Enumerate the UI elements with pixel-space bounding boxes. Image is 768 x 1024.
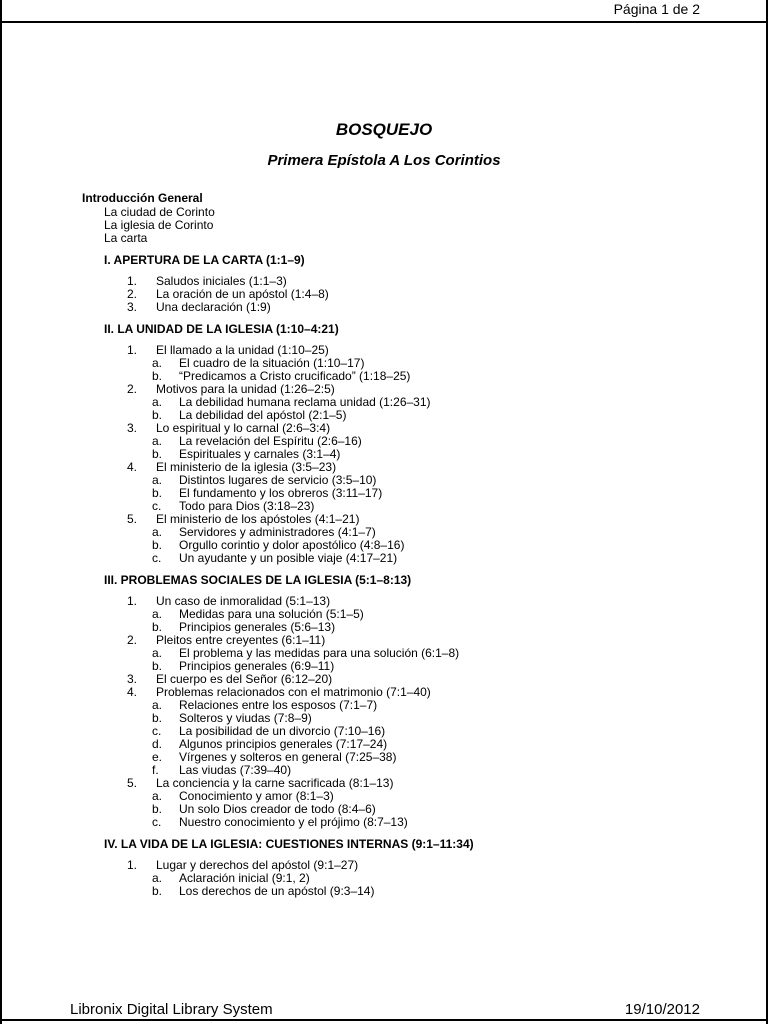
subitem-text: Un solo Dios creador de todo (8:4–6)	[179, 802, 376, 816]
item-text: Lugar y derechos del apóstol (9:1–27)	[156, 858, 359, 872]
subitem-text: El cuadro de la situación (1:10–17)	[179, 356, 365, 370]
footer-app-name: Libronix Digital Library System	[70, 1001, 273, 1018]
item-text: La oración de un apóstol (1:4–8)	[156, 287, 329, 301]
outline-subitem	[82, 474, 722, 487]
outline-item	[82, 422, 722, 435]
subitem-text: Espirituales y carnales (3:1–4)	[179, 447, 341, 461]
section-heading: IV. LA VIDA DE LA IGLESIA: CUESTIONES INTERNAS (9:1–11:34)	[104, 837, 474, 851]
outline-item	[82, 777, 722, 790]
subitem-letter: b.	[152, 486, 163, 500]
outline-subitem	[82, 872, 722, 885]
item-number: 5.	[127, 512, 138, 526]
intro-item: La ciudad de Corinto	[104, 205, 215, 219]
subitem-text: La debilidad humana reclama unidad (1:26–31)	[179, 395, 431, 409]
subitem-text: Algunos principios generales (7:17–24)	[179, 737, 388, 751]
footer-rule	[0, 1019, 768, 1021]
subitem-letter: b.	[152, 538, 163, 552]
outline-section	[82, 837, 722, 898]
outline-subitem	[82, 790, 722, 803]
intro-item: La carta	[104, 231, 148, 245]
outline-subitem	[82, 608, 722, 621]
subitem-text: Principios generales (5:6–13)	[179, 620, 336, 634]
item-text: La conciencia y la carne sacrificada (8:1–13)	[156, 776, 394, 790]
outline-subitem	[82, 712, 722, 725]
subitem-letter: a.	[152, 525, 163, 539]
outline-subitem	[82, 647, 722, 660]
outline-item	[82, 859, 722, 872]
outline-content	[82, 191, 722, 898]
subitem-letter: b.	[152, 659, 163, 673]
item-number: 3.	[127, 672, 138, 686]
subitem-text: Servidores y administradores (4:1–7)	[179, 525, 376, 539]
outline-item	[82, 301, 722, 314]
item-number: 2.	[127, 382, 138, 396]
outline-subitem	[82, 435, 722, 448]
subitem-letter: c.	[152, 724, 162, 738]
subitem-letter: b.	[152, 802, 163, 816]
item-text: Un caso de inmoralidad (5:1–13)	[156, 594, 331, 608]
outline-item	[82, 513, 722, 526]
outline-item	[82, 344, 722, 357]
introduction-block	[82, 191, 722, 245]
subitem-text: Conocimiento y amor (8:1–3)	[179, 789, 334, 803]
subitem-letter: c.	[152, 499, 162, 513]
subitem-letter: e.	[152, 750, 163, 764]
subitem-text: Solteros y viudas (7:8–9)	[179, 711, 312, 725]
outline-subitem	[82, 725, 722, 738]
item-number: 1.	[127, 274, 138, 288]
subitem-letter: a.	[152, 434, 163, 448]
item-text: Lo espiritual y lo carnal (2:6–3:4)	[156, 421, 331, 435]
subitem-letter: b.	[152, 884, 163, 898]
subitem-letter: a.	[152, 789, 163, 803]
subitem-text: Todo para Dios (3:18–23)	[179, 499, 315, 513]
outline-item	[82, 461, 722, 474]
subitem-letter: a.	[152, 698, 163, 712]
item-number: 2.	[127, 633, 138, 647]
outline-subitem	[82, 885, 722, 898]
outline-sections	[82, 253, 722, 898]
item-number: 1.	[127, 594, 138, 608]
item-text: El ministerio de la iglesia (3:5–23)	[156, 460, 337, 474]
outline-item	[82, 595, 722, 608]
intro-item: La iglesia de Corinto	[104, 218, 214, 232]
subitem-text: Medidas para una solución (5:1–5)	[179, 607, 364, 621]
item-text: Problemas relacionados con el matrimonio (7:1–40)	[156, 685, 431, 699]
outline-subitem	[82, 539, 722, 552]
subitem-letter: a.	[152, 871, 163, 885]
subitem-letter: b.	[152, 447, 163, 461]
outline-section	[82, 253, 722, 314]
subitem-letter: a.	[152, 395, 163, 409]
outline-section	[82, 322, 722, 565]
subitem-text: Relaciones entre los esposos (7:1–7)	[179, 698, 378, 712]
item-text: Una declaración (1:9)	[156, 300, 271, 314]
subitem-letter: b.	[152, 620, 163, 634]
subitem-letter: a.	[152, 646, 163, 660]
subitem-text: Principios generales (6:9–11)	[179, 659, 335, 673]
subitem-letter: f.	[152, 763, 159, 777]
outline-subitem	[82, 816, 722, 829]
outline-subitem	[82, 751, 722, 764]
item-number: 3.	[127, 421, 138, 435]
page-number: Página 1 de 2	[613, 1, 700, 17]
document-subtitle: Primera Epístola A Los Corintios	[267, 152, 501, 169]
subitem-letter: a.	[152, 607, 163, 621]
subitem-text: El problema y las medidas para una solución (6:1–8)	[179, 646, 460, 660]
subitem-text: La posibilidad de un divorcio (7:10–16)	[179, 724, 386, 738]
subitem-text: El fundamento y los obreros (3:11–17)	[179, 486, 383, 500]
subitem-text: Orgullo corintio y dolor apostólico (4:8–16)	[179, 538, 405, 552]
item-text: Saludos iniciales (1:1–3)	[156, 274, 287, 288]
item-number: 4.	[127, 685, 138, 699]
document-title: BOSQUEJO	[335, 120, 433, 139]
subitem-letter: b.	[152, 369, 163, 383]
item-text: El ministerio de los apóstoles (4:1–21)	[156, 512, 360, 526]
outline-item	[82, 686, 722, 699]
item-number: 2.	[127, 287, 138, 301]
section-heading: I. APERTURA DE LA CARTA (1:1–9)	[104, 253, 305, 267]
item-text: El cuerpo es del Señor (6:12–20)	[156, 672, 333, 686]
subitem-text: Las viudas (7:39–40)	[179, 763, 292, 777]
outline-section	[82, 573, 722, 829]
subitem-letter: d.	[152, 737, 163, 751]
subitem-letter: c.	[152, 551, 162, 565]
subitem-letter: c.	[152, 815, 162, 829]
outline-subitem	[82, 552, 722, 565]
subitem-text: Los derechos de un apóstol (9:3–14)	[179, 884, 375, 898]
outline-subitem	[82, 396, 722, 409]
introduction-heading: Introducción General	[82, 191, 203, 205]
subitem-text: “Predicamos a Cristo crucificado” (1:18–25)	[179, 369, 411, 383]
item-text: Pleitos entre creyentes (6:1–11)	[156, 633, 326, 647]
item-number: 4.	[127, 460, 138, 474]
section-heading: III. PROBLEMAS SOCIALES DE LA IGLESIA (5:1–8:13)	[104, 573, 412, 587]
footer-date: 19/10/2012	[624, 1001, 700, 1018]
subitem-text: La debilidad del apóstol (2:1–5)	[179, 408, 347, 422]
subitem-letter: b.	[152, 711, 163, 725]
item-text: Motivos para la unidad (1:26–2:5)	[156, 382, 335, 396]
subitem-letter: a.	[152, 473, 163, 487]
header-rule	[0, 21, 768, 23]
subitem-letter: a.	[152, 356, 163, 370]
subitem-text: Distintos lugares de servicio (3:5–10)	[179, 473, 377, 487]
item-number: 1.	[127, 343, 138, 357]
item-number: 1.	[127, 858, 138, 872]
item-number: 5.	[127, 776, 138, 790]
subitem-text: Vírgenes y solteros en general (7:25–38)	[179, 750, 397, 764]
item-text: El llamado a la unidad (1:10–25)	[156, 343, 329, 357]
item-number: 3.	[127, 300, 138, 314]
section-heading: II. LA UNIDAD DE LA IGLESIA (1:10–4:21)	[104, 322, 339, 336]
subitem-text: Nuestro conocimiento y el prójimo (8:7–13)	[179, 815, 408, 829]
subitem-text: La revelación del Espíritu (2:6–16)	[179, 434, 362, 448]
outline-subitem	[82, 487, 722, 500]
subitem-text: Aclaración inicial (9:1, 2)	[179, 871, 310, 885]
subitem-letter: b.	[152, 408, 163, 422]
outline-subitem	[82, 699, 722, 712]
subitem-text: Un ayudante y un posible viaje (4:17–21)	[179, 551, 398, 565]
outline-subitem	[82, 738, 722, 751]
